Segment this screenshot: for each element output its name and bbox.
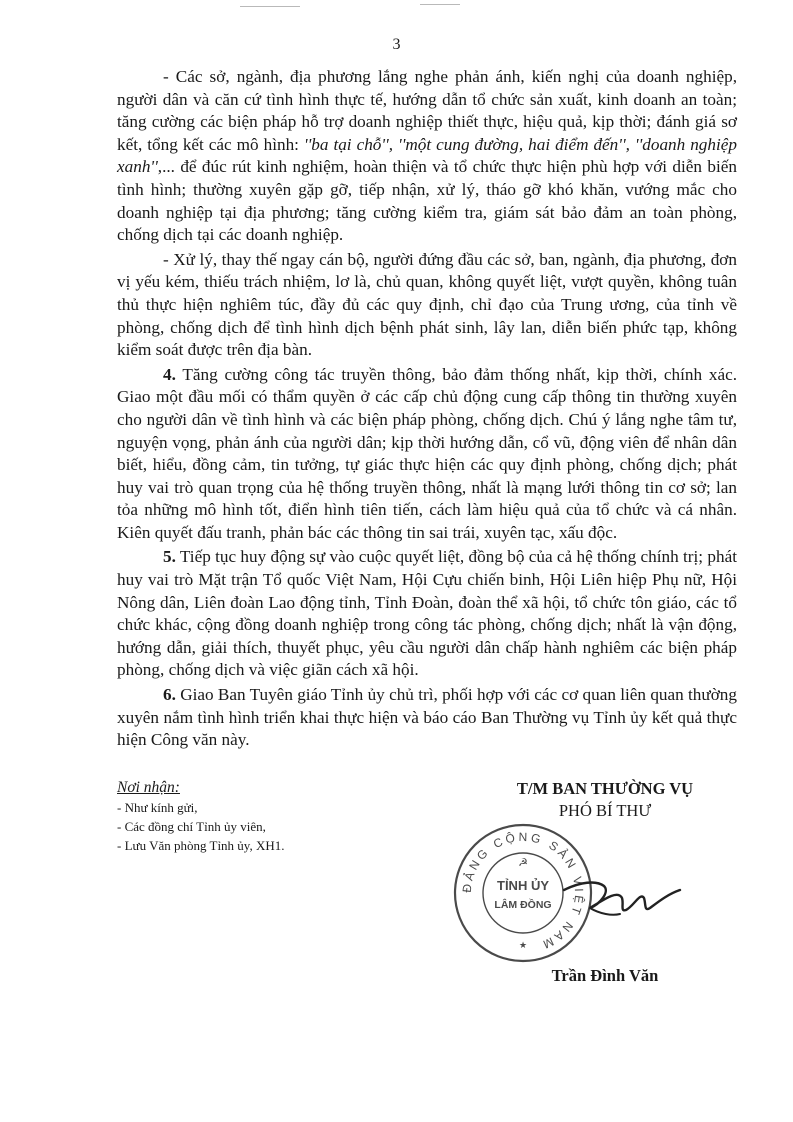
svg-text:★: ★ <box>518 941 528 951</box>
signing-authority: T/M BAN THƯỜNG VỤ <box>516 779 694 798</box>
svg-text:LÂM ĐỒNG: LÂM ĐỒNG <box>494 899 552 911</box>
paragraph <box>117 546 737 682</box>
signer-name: Trần Đình Văn <box>551 966 659 985</box>
paragraph-number: 6. <box>163 685 176 705</box>
paragraph-text: - Xử lý, thay thế ngay cán bộ, người đứng đầu các sở, ban, ngành, địa phương, đơn vị yếu kém, thiếu trách nhiệm, lơ là, chủ quan, không quyết liệt, vượt quyền, không tuân thủ thực hiện nghiêm túc, đầy đủ các quy định, chỉ đạo của Trung ương, của tỉnh về phòng, chống dịch để tình hình dịch bệnh phát sinh, lây lan, diễn biến phức tạp, không kiểm soát được trên địa bàn. <box>117 249 737 360</box>
recipient-item: - Như kính gửi, <box>117 800 198 815</box>
emphasis-text: ''ba tại chỗ'', ''một cung đường, hai điểm đến'', ''doanh nghiệp xanh'' <box>117 134 737 177</box>
paragraph-text: - Các sở, ngành, địa phương lắng nghe phản ánh, kiến nghị của doanh nghiệp, người dân và căn cứ tình hình thực tế, hướng dẫn tổ chức sản xuất, kinh doanh an toàn; tăng cường các biện pháp hỗ trợ doanh nghiệp thiết thực, hiệu quả, kịp thời; đánh giá sơ kết, tổng kết các mô hình: <box>117 67 737 154</box>
paragraph-text: Giao Ban Tuyên giáo Tỉnh ủy chủ trì, phối hợp với các cơ quan liên quan thường xuyên nắm tình hình triển khai thực hiện và báo cáo Ban Thường vụ Tỉnh ủy kết quả thực hiện Công văn này. <box>117 685 737 750</box>
recipient-item: - Các đồng chí Tỉnh ủy viên, <box>117 819 266 834</box>
svg-text:ĐẢNG CỘNG SẢN VIỆT NAM: ĐẢNG CỘNG SẢN VIỆT NAM <box>459 829 587 953</box>
paragraph-text: Tiếp tục huy động sự vào cuộc quyết liệt, đồng bộ của cả hệ thống chính trị; phát huy vai trò Mặt trận Tổ quốc Việt Nam, Hội Cựu chiến binh, Hội Liên hiệp Phụ nữ, Hội Nông dân, Liên đoàn Lao động tỉnh, Tỉnh Đoàn, đoàn thể xã hội, tổ chức tôn giáo, các tổ chức khác, cộng đồng doanh nghiệp trong công tác phòng, chống dịch; nhất là vận động, hướng dẫn, giải thích, thuyết phục, yêu cầu người dân chấp hành nghiêm các biện pháp phòng, chống dịch và việc giãn cách xã hội. <box>117 547 737 680</box>
recipients-heading: Nơi nhận: <box>117 779 180 796</box>
page-number: 3 <box>392 36 401 53</box>
paragraph <box>117 249 737 362</box>
paragraph <box>117 66 737 247</box>
document-body <box>117 66 737 753</box>
recipient-item: - Lưu Văn phòng Tỉnh ủy, XH1. <box>117 838 285 853</box>
paragraph-number: 4. <box>163 364 176 384</box>
handwritten-signature <box>560 868 690 928</box>
paragraph <box>117 364 737 545</box>
signature-block <box>460 778 750 822</box>
signature-icon <box>560 868 690 928</box>
paragraph-number: 5. <box>163 547 176 567</box>
scan-artifact <box>420 4 460 5</box>
svg-text:TỈNH ỦY: TỈNH ỦY <box>497 878 549 893</box>
paragraph-text: ,... để đúc rút kinh nghiệm, hoàn thiện và tổ chức thực hiện phù hợp với diễn biến tình hình; thường xuyên gặp gỡ, tiếp nhận, xử lý, tháo gỡ khó khăn, vướng mắc cho doanh nghiệp tại địa phương; tăng cường kiểm tra, giám sát bảo đảm an toàn phòng, chống dịch tại các doanh nghiệp. <box>117 157 737 245</box>
paragraph <box>117 684 737 752</box>
paragraph-text: Tăng cường công tác truyền thông, bảo đảm thống nhất, kịp thời, chính xác. Giao một đầu mối có thẩm quyền ở các cấp chủ động cung cấp thông tin thường xuyên cho người dân về tình hình và các biện pháp phòng, chống dịch. Chú ý lắng nghe tâm tư, nguyện vọng, phản ánh của người dân; kịp thời hướng dẫn, cổ vũ, động viên để nhân dân biết, hiểu, đồng cảm, tin tưởng, tự giác thực hiện các quy định phòng, chống dịch; phát huy vai trò quan trọng của hệ thống truyền thông, nhất là mạng lưới thông tin cơ sở; lan tỏa những mô hình tốt, điển hình tiên tiến, cách làm hiệu quả của tổ chức và cá nhân. Kiên quyết đấu tranh, phản bác các thông tin sai trái, xuyên tạc, xấu độc. <box>117 364 737 542</box>
svg-text:☭: ☭ <box>518 856 528 869</box>
scan-artifact <box>240 6 300 7</box>
recipients-block <box>117 778 417 855</box>
signer-title: PHÓ BÍ THƯ <box>558 801 652 820</box>
